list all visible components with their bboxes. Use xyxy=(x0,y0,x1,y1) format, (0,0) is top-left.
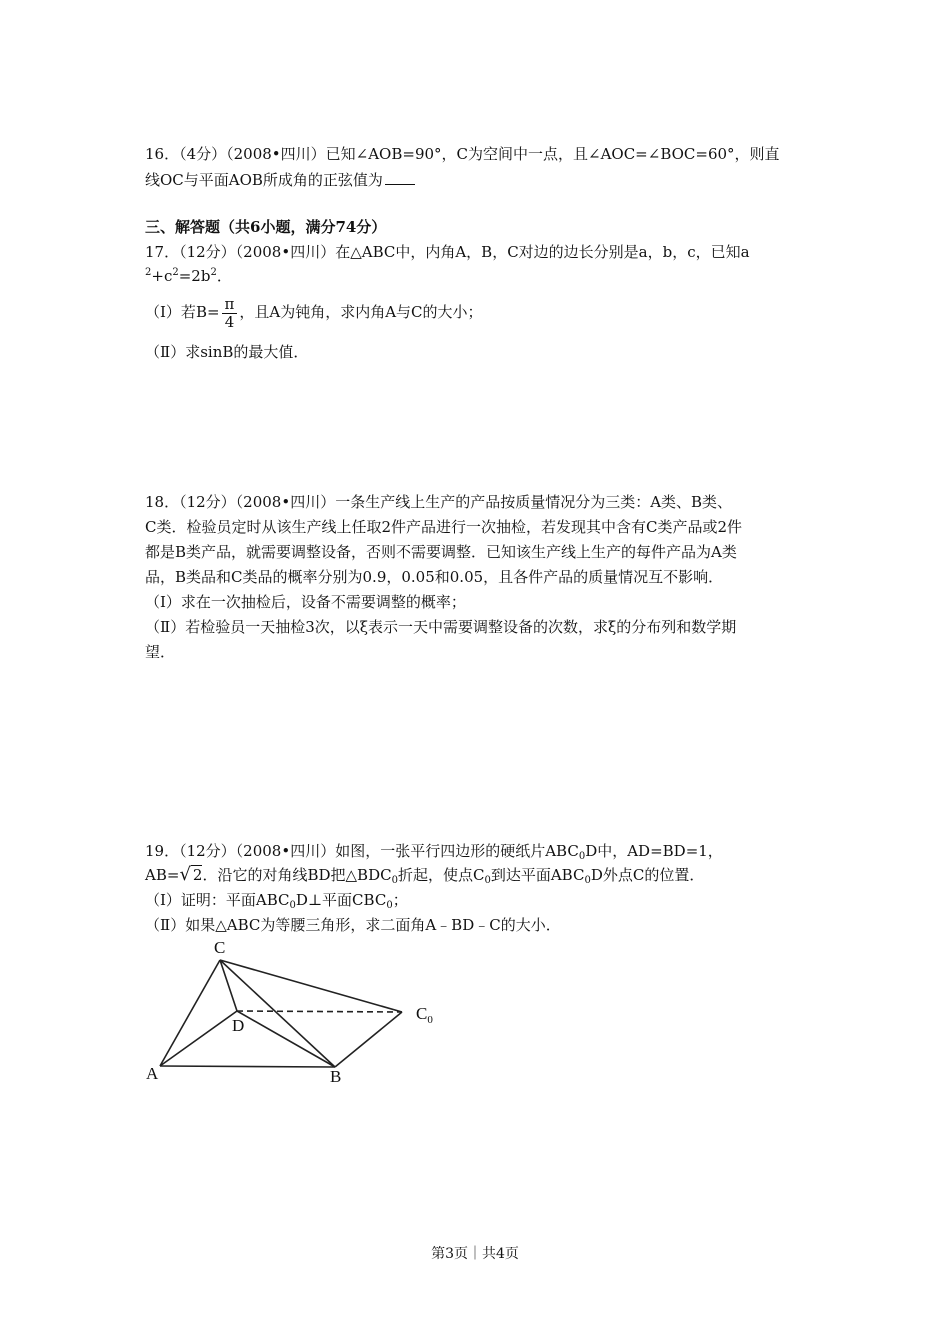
sqrt-icon: √ xyxy=(179,864,191,885)
q16-line1: 16．（4分）（2008•四川）已知∠AOB=90°，C为空间中一点，且∠AOC=∠BOC=60°，则直 xyxy=(145,145,780,163)
edge-AB xyxy=(160,1066,335,1067)
q19-part2: （Ⅱ）如果△ABC为等腰三角形，求二面角A﹣BD﹣C的大小． xyxy=(145,916,561,934)
q19-line2 xyxy=(145,864,704,886)
q17-part1-text: ，且A为钝角，求内角A与C的大小； xyxy=(239,303,483,321)
q19-text: D中，AD=BD=1， xyxy=(585,842,723,860)
q17-part1-label: （Ⅰ）若 xyxy=(145,303,196,321)
q17-text: ． xyxy=(216,267,232,285)
sqrt-radicand: 2 xyxy=(192,866,203,884)
edge-CA xyxy=(160,960,220,1066)
q17-exp: 2 xyxy=(172,267,179,278)
fraction-numerator: π xyxy=(222,296,238,314)
answer-blank xyxy=(385,170,415,185)
q17-part1 xyxy=(145,293,483,331)
fraction-pi-over-4 xyxy=(222,296,238,331)
q18-line2: C类．检验员定时从该生产线上任取2件产品进行一次抽检，若发现其中含有C类产品或2件 xyxy=(145,518,743,536)
label-B: B xyxy=(330,1067,342,1086)
q18-part1: （Ⅰ）求在一次抽检后，设备不需要调整的概率； xyxy=(145,593,466,611)
q19-subscript: 0 xyxy=(391,875,398,886)
q17-line2 xyxy=(145,265,232,287)
edge-AD xyxy=(160,1011,237,1066)
q17-part1-b: B= xyxy=(195,303,220,321)
label-C0-sub: 0 xyxy=(427,1014,433,1026)
q17-text: +c xyxy=(151,267,173,285)
q19-subscript: 0 xyxy=(289,900,296,911)
q19-part1 xyxy=(145,889,408,911)
q19-text: D⊥平面CBC xyxy=(295,891,387,909)
edge-DC0-dashed xyxy=(237,1011,402,1012)
q17-part2: （Ⅱ）求sinB的最大值． xyxy=(145,343,309,361)
q18-part2b: 望． xyxy=(145,643,176,661)
q16-line2-text: 线OC与平面AOB所成角的正弦值为 xyxy=(145,171,383,189)
label-C0 xyxy=(416,1004,433,1026)
q17-text: =2b xyxy=(178,267,211,285)
q17-line1: 17．（12分）（2008•四川）在△ABC中，内角A，B，C对边的边长分别是a，b，c，已知a xyxy=(145,243,750,261)
q19-text: 19．（12分）（2008•四川）如图，一张平行四边形的硬纸片ABC xyxy=(145,842,579,860)
q19-text: D外点C的位置． xyxy=(590,866,705,884)
q19-text: （Ⅰ）证明：平面ABC xyxy=(145,891,290,909)
q19-subscript: 0 xyxy=(484,875,491,886)
label-C: C xyxy=(214,938,226,957)
q19-subscript: 0 xyxy=(584,875,591,886)
geometry-figure xyxy=(140,935,460,1095)
q19-text: ．沿它的对角线BD把△BDC xyxy=(202,866,392,884)
q18-line3: 都是B类产品，就需要调整设备，否则不需要调整．已知该生产线上生产的每件产品为A类 xyxy=(145,543,737,561)
q18-line1: 18．（12分）（2008•四川）一条生产线上生产的产品按质量情况分为三类：A类、B类、 xyxy=(145,493,733,511)
q19-text: ； xyxy=(392,891,408,909)
edge-BC0 xyxy=(335,1012,402,1067)
q18-line4: 品，B类品和C类品的概率分别为0.9，0.05和0.05，且各件产品的质量情况互不影响． xyxy=(145,568,724,586)
label-C0-main: C xyxy=(416,1004,428,1023)
q19-text: 到达平面ABC xyxy=(490,866,585,884)
fraction-denominator: 4 xyxy=(224,312,235,331)
edge-DB xyxy=(237,1011,335,1067)
q16-line2 xyxy=(145,169,415,191)
q17-exp: 2 xyxy=(210,267,217,278)
q17-exp: 2 xyxy=(145,267,152,278)
q19-text: AB= xyxy=(145,866,180,884)
label-A: A xyxy=(146,1064,159,1083)
q19-line1 xyxy=(145,840,723,862)
label-D: D xyxy=(232,1016,245,1035)
q19-subscript: 0 xyxy=(578,851,586,862)
q19-text: 折起，使点C xyxy=(397,866,485,884)
section-heading: 三、解答题（共6小题，满分74分） xyxy=(145,218,387,236)
q18-part2: （Ⅱ）若检验员一天抽检3次，以ξ表示一天中需要调整设备的次数，求ξ的分布列和数学期 xyxy=(145,618,737,636)
page-footer: 第3页｜共4页 xyxy=(431,1246,519,1262)
q19-subscript: 0 xyxy=(386,900,393,911)
